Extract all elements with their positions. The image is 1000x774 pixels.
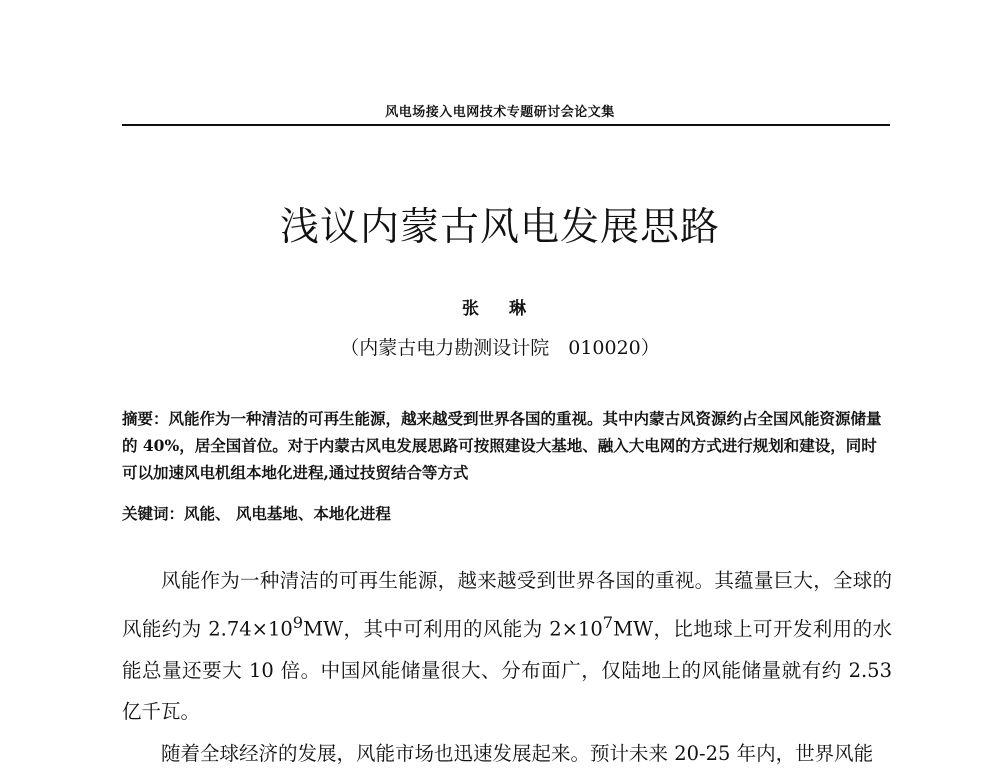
body-paragraph-1-part-c: MW，比地球上可开发利用的水能总量还要大 10 倍。中国风能储量很大、分布面广，仅陆地上的风能储量就有约 2.53 亿千瓦。 — [122, 617, 892, 723]
body-paragraph-1 — [122, 560, 892, 733]
keywords-text: 风能、 风电基地、本地化进程 — [184, 504, 391, 523]
abstract — [122, 405, 892, 486]
exponent-2: 7 — [603, 613, 613, 632]
author-name: 张 琳 — [0, 294, 1000, 319]
exponent-1: 9 — [293, 613, 303, 632]
abstract-label: 摘要： — [122, 409, 169, 428]
body-paragraph-2: 随着全球经济的发展，风能市场也迅速发展起来。预计未来 20-25 年内，世界风能 — [122, 733, 892, 774]
keywords-label: 关键词： — [122, 504, 184, 523]
keywords — [122, 502, 892, 526]
abstract-text: 风能作为一种清洁的可再生能源，越来越受到世界各国的重视。其中内蒙古风资源约占全国风能资源储量的 40%，居全国首位。对于内蒙古风电发展思路可按照建设大基地、融入大电网的方式进行规划和建设，同时可以加速风电机组本地化进程,通过技贸结合等方式 — [122, 409, 882, 482]
body-text — [122, 560, 892, 774]
author-affiliation: （内蒙古电力勘测设计院 010020） — [0, 333, 1000, 360]
body-paragraph-1-part-a: 风能作为一种清洁的可再生能源，越来越受到世界各国的重视。其蕴量巨大，全球的风能约为 2.74×10 — [122, 569, 892, 640]
body-paragraph-1-part-b: MW，其中可利用的风能为 2×10 — [303, 617, 603, 640]
header-rule — [122, 124, 890, 126]
running-header: 风电场接入电网技术专题研讨会论文集 — [0, 101, 1000, 120]
paper-title: 浅议内蒙古风电发展思路 — [0, 196, 1000, 252]
